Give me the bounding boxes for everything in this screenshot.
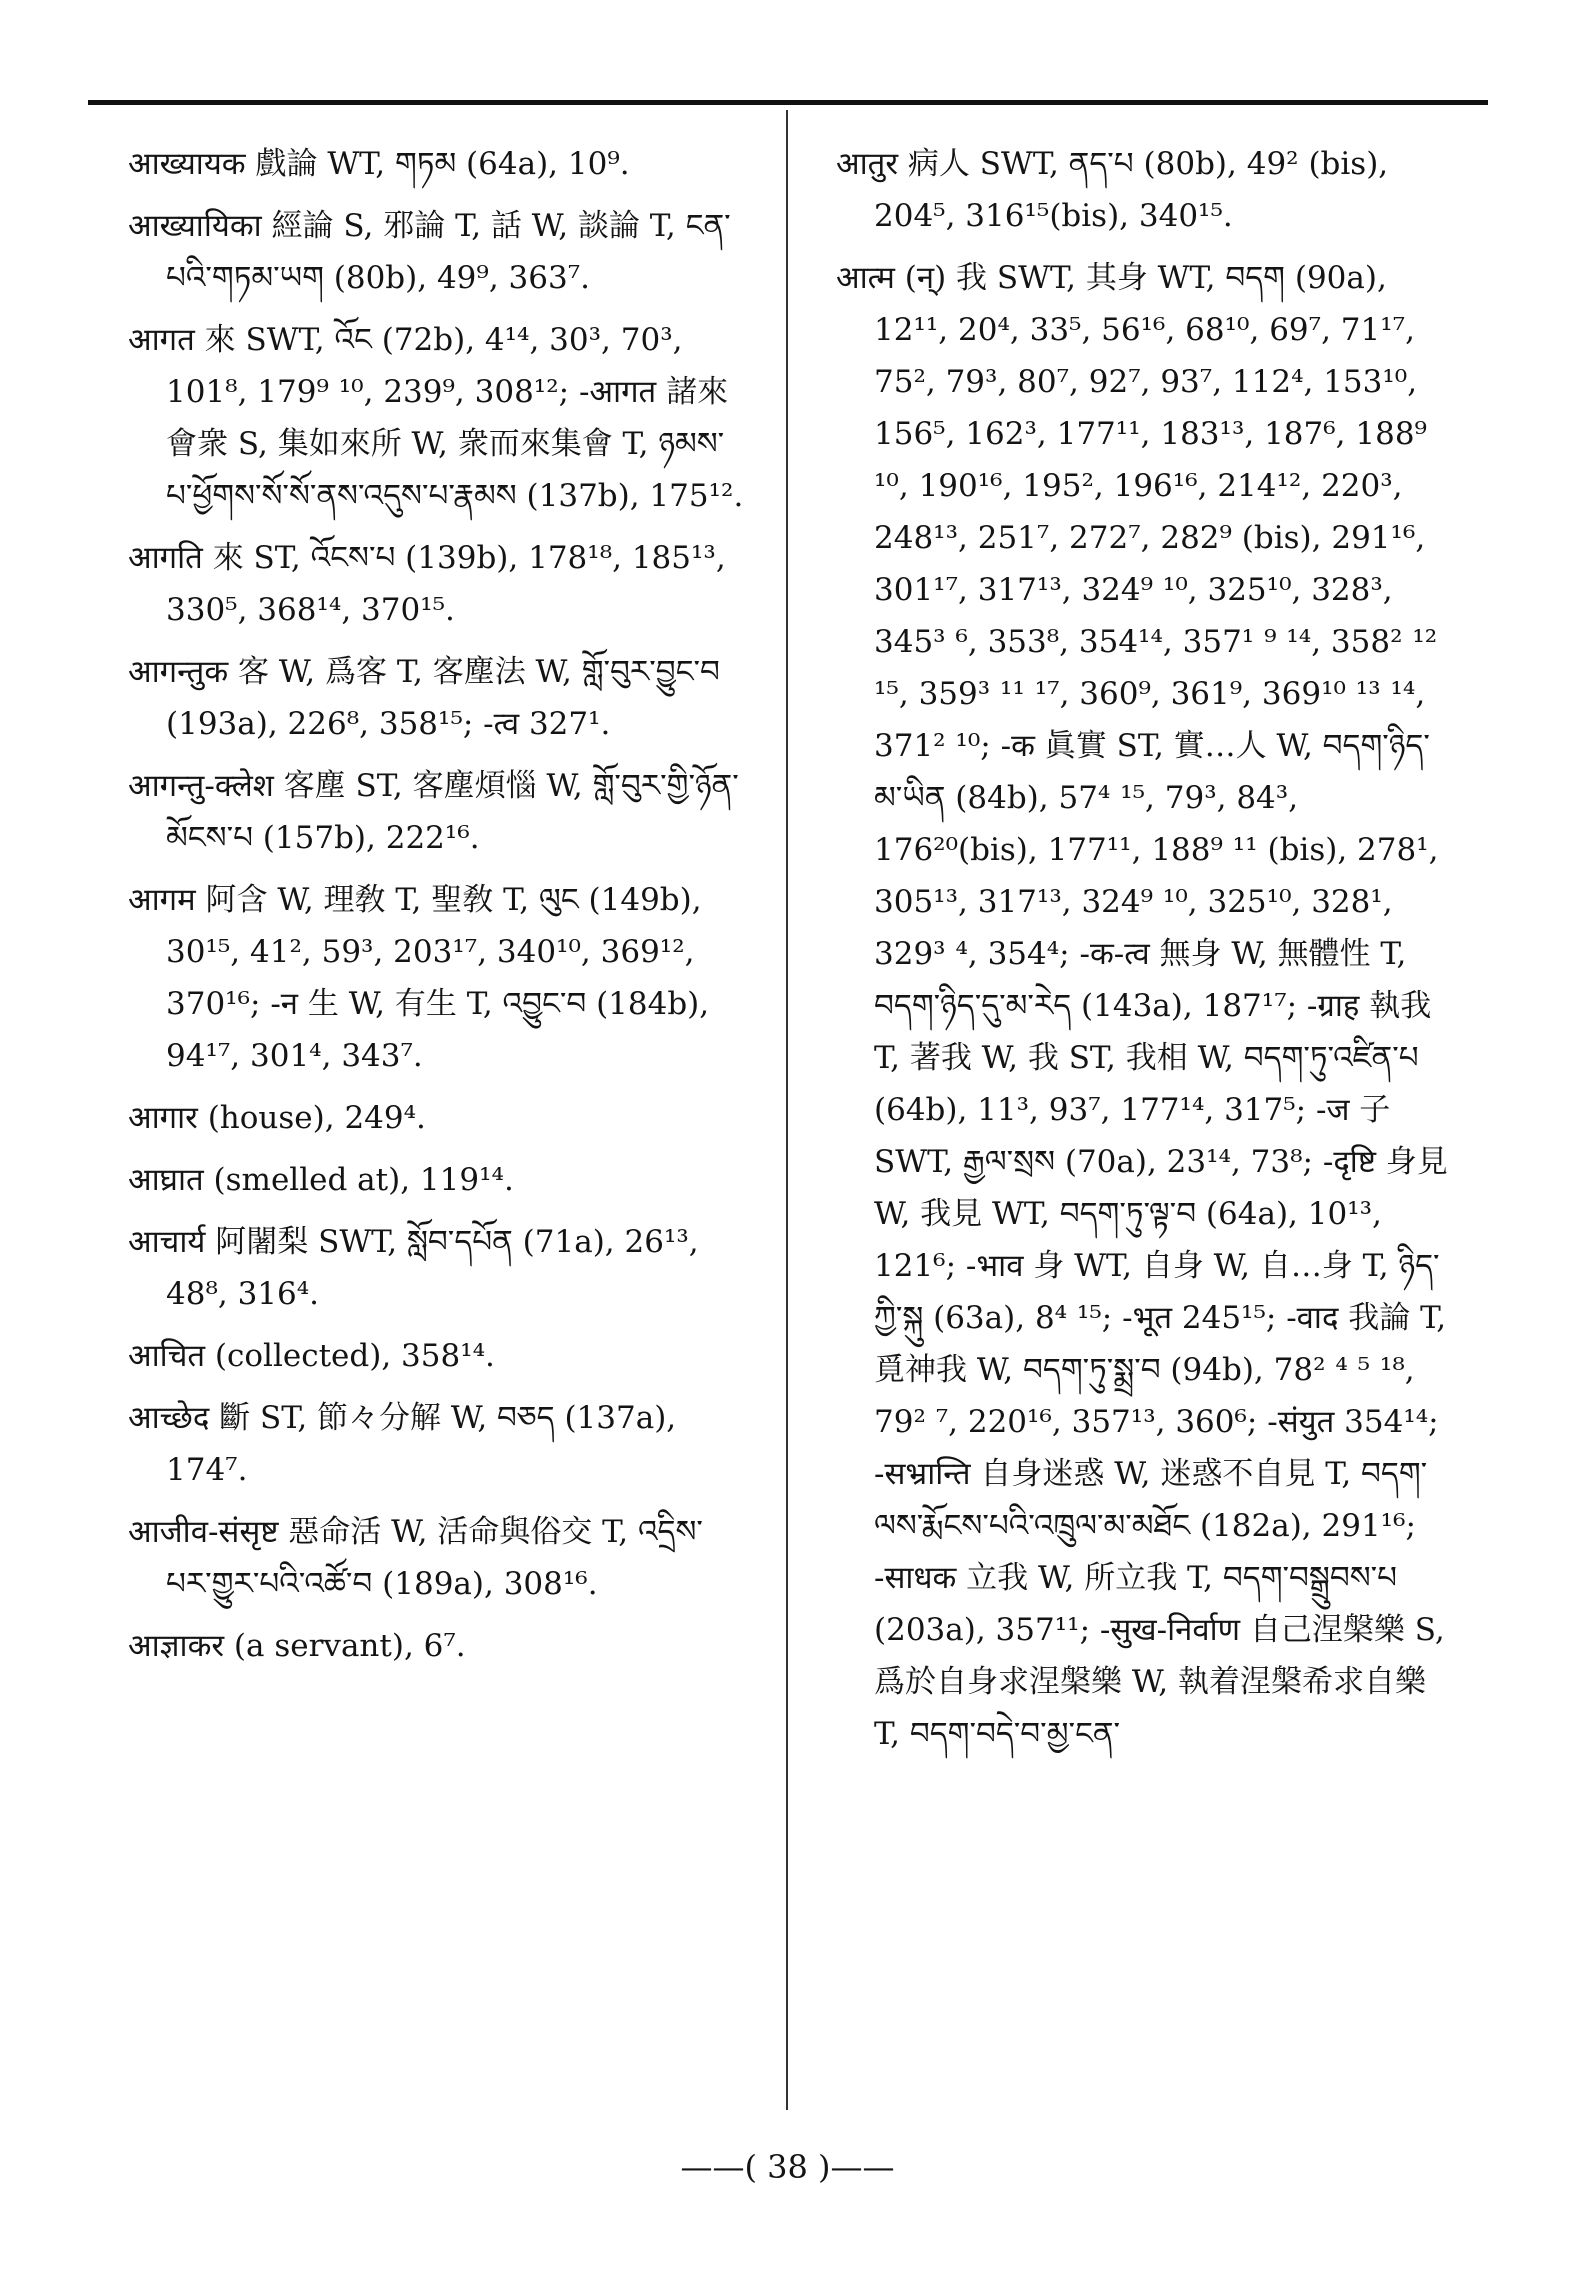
dictionary-entry: आत्म (न्) 我 SWT, 其身 WT, བདག (90a), 12¹¹, 20⁴, 33⁵, 56¹⁶, 68¹⁰, 69⁷, 71¹⁷, 75², 79³, 80⁷, 92⁷, 93⁷, 112⁴, 153¹⁰, 156⁵, 162³, 177¹¹, 183¹³, 187⁶, 188⁹ ¹⁰, 190¹⁶, 195², 196¹⁶, 214¹², 220³, 248¹³, 251⁷, 272⁷, 282⁹ (bis), 291¹⁶, 301¹⁷, 317¹³, 324⁹ ¹⁰, 325¹⁰, 328³, 345³ ⁶, 353⁸, 354¹⁴, 357¹ ⁹ ¹⁴, 358² ¹² ¹⁵, 359³ ¹¹ ¹⁷, 360⁹, 361⁹, 369¹⁰ ¹³ ¹⁴, 371² ¹⁰; -क 眞實 ST, 實…人 W, བདག་ཉིད་མ་ཡིན (84b), 57⁴ ¹⁵, 79³, 84³, 176²⁰(bis), 177¹¹, 188⁹ ¹¹ (bis), 278¹, 305¹³, 317¹³, 324⁹ ¹⁰, 325¹⁰, 328¹, 329³ ⁴, 354⁴; -क-त्व 無身 W, 無體性 T, བདག་ཉིད་དུ་མ་རེད (143a), 187¹⁷; -ग्राह 執我 T, 著我 W, 我 ST, 我相 W, བདག་ཏུ་འཛིན་པ (64b), 11³, 93⁷, 177¹⁴, 317⁵; -ज 子 SWT, རྒྱལ་སྲས (70a), 23¹⁴, 73⁸; -दृष्टि 身見 W, 我見 WT, བདག་ཏུ་ལྟ་བ (64a), 10¹³, 121⁶; -भाव 身 WT, 自身 W, 自…身 T, ཉིད་ཀྱི་སྐུ (63a), 8⁴ ¹⁵; -भूत 245¹⁵; -वाद 我論 T, 覓神我 W, བདག་ཏུ་སྨྲ་བ (94b), 78² ⁴ ⁵ ¹⁸, 79² ⁷, 220¹⁶, 357¹³, 360⁶; -संयुत 354¹⁴; -सभ्रान्ति 自身迷惑 W, 迷惑不自見 T, བདག་ལས་རྨོངས་པའི་འཁྲུལ་མ་མཐོང (182a), 291¹⁶; -साधक 立我 W, 所立我 T, བདག་བསྒྲུབས་པ (203a), 357¹¹; -सुख-निर्वाण 自己涅槃樂 S, 爲於自身求涅槃樂 W, 執着涅槃希求自樂 T, བདག་བདེ་བ་མྱ་ངན་ <box>836 260 1448 1752</box>
column-divider <box>786 110 788 2110</box>
page-number: ——( 38 )—— <box>680 2148 895 2186</box>
dictionary-entry: आचार्य 阿闍梨 SWT, སློབ་དཔོན (71a), 26¹³, 48⁸, 316⁴. <box>128 1224 699 1312</box>
dictionary-entry: आगम 阿含 W, 理敎 T, 聖敎 T, ལུང (149b), 30¹⁵, 41², 59³, 203¹⁷, 340¹⁰, 369¹², 370¹⁶; -न 生 W, 有生 T, འབྱུང་བ (184b), 94¹⁷, 301⁴, 343⁷. <box>128 882 710 1074</box>
dictionary-entry: आजीव-संसृष्ट 惡命活 W, 活命與俗交 T, འདྲིས་པར་གྱུར་པའི་འཚོ་བ (189a), 308¹⁶. <box>128 1514 703 1602</box>
dictionary-entry: आज्ञाकर (a servant), 6⁷. <box>128 1628 466 1664</box>
dictionary-entry: आच्छेद 斷 ST, 節々分解 W, བཅད (137a), 174⁷. <box>128 1400 677 1488</box>
right-column <box>836 138 1456 1770</box>
left-column <box>128 138 748 1682</box>
dictionary-entry: आतुर 病人 SWT, ནད་པ (80b), 49² (bis), 204⁵, 316¹⁵(bis), 340¹⁵. <box>836 146 1389 234</box>
dictionary-entry: आगन्तुक 客 W, 爲客 T, 客塵法 W, གློ་བུར་བྱུང་བ (193a), 226⁸, 358¹⁵; -त्व 327¹. <box>128 654 720 742</box>
dictionary-entry: आख्यायक 戲論 WT, གཏམ (64a), 10⁹. <box>128 146 630 182</box>
dictionary-entry: आख्यायिका 經論 S, 邪論 T, 話 W, 談論 T, ངན་པའི་གཏམ་ཡག (80b), 49⁹, 363⁷. <box>128 208 731 296</box>
dictionary-entry: आगन्तु-क्लेश 客塵 ST, 客塵煩惱 W, གློ་བུར་གྱི་ཉོན་མོངས་པ (157b), 222¹⁶. <box>128 768 739 856</box>
dictionary-entry: आगार (house), 249⁴. <box>128 1100 426 1136</box>
top-rule <box>88 100 1488 105</box>
dictionary-entry: आगत 來 SWT, འོང (72b), 4¹⁴, 30³, 70³, 101⁸, 179⁹ ¹⁰, 239⁹, 308¹²; -आगत 諸來會衆 S, 集如來所 W, 衆而來集會 T, ཉམས་པ་ཕྱོགས་སོ་སོ་ནས་འདུས་པ་རྣམས (137b), 175¹². <box>128 322 744 514</box>
dictionary-entry: आचित (collected), 358¹⁴. <box>128 1338 495 1374</box>
dictionary-entry: आगति 來 ST, འོངས་པ (139b), 178¹⁸, 185¹³, 330⁵, 368¹⁴, 370¹⁵. <box>128 540 726 628</box>
dictionary-entry: आघ्रात (smelled at), 119¹⁴. <box>128 1162 514 1198</box>
